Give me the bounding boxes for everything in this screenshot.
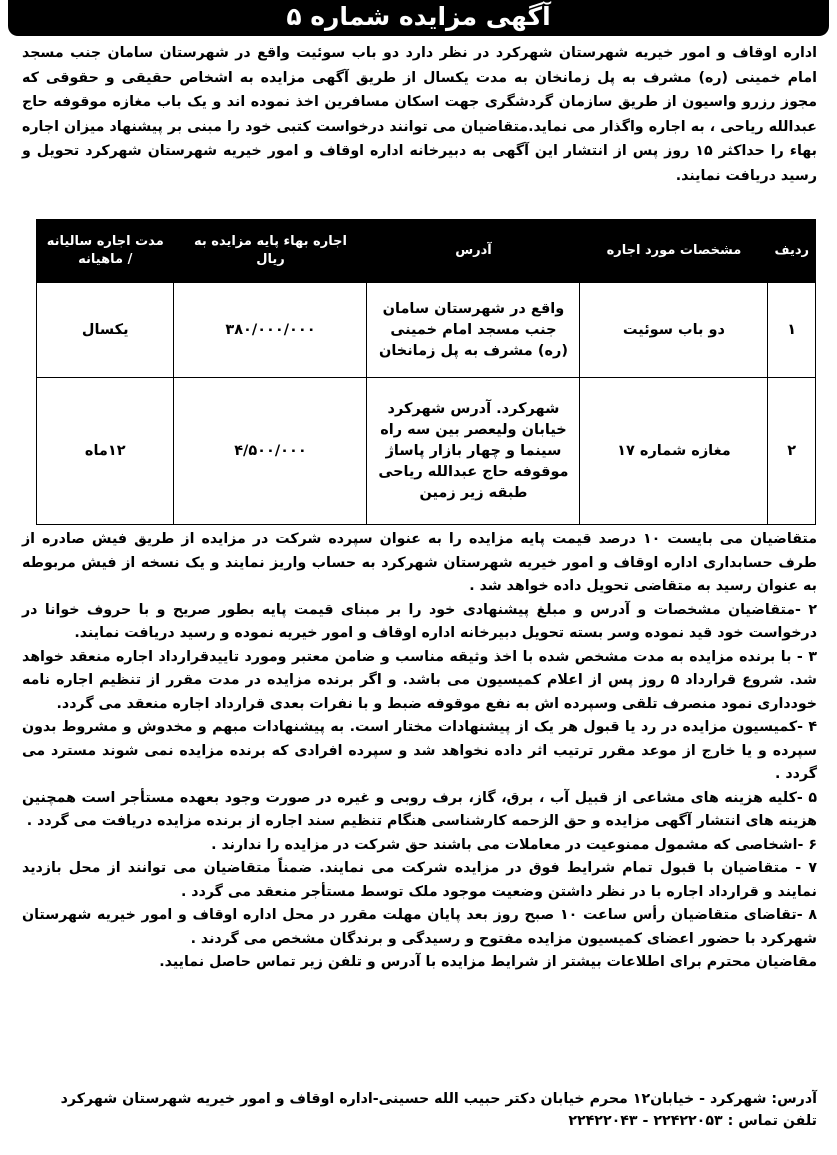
table-row <box>37 283 816 378</box>
row-duration: ۱۲ماه <box>37 378 174 525</box>
condition-item: ۶ -اشخاصی که مشمول ممنوعیت در معاملات می باشند حق شرکت در مزایده را ندارند . <box>211 836 817 853</box>
condition-item: ۷ - متقاضیان با قبول تمام شرایط فوق در مزایده شرکت می نمایند. ضمناً متقاضیان می توانند از محل بازدید نمایند و قرارداد اجاره با در نظر داشتن وضعیت موجود ملک توسط مستأجر منعقد می گردد . <box>22 860 817 900</box>
contact-block <box>22 1088 817 1132</box>
row-address: واقع در شهرستان سامان جنب مسجد امام خمینی (ره) مشرف به پل زمانخان <box>367 283 580 378</box>
condition-item: ۵ -کلیه هزینه های مشاعی از قبیل آب ، برق، گاز، برف روبی و غیره در صورت وجود بعهده مستأجر است همچنین هزینه های انتشار آگهی مزایده و حق الزحمه کارشناسی هنگام تنظیم سند اجاره از برنده مزایده دریافت می گردد . <box>22 789 817 829</box>
intro-paragraph: اداره اوقاف و امور خیریه شهرستان شهرکرد در نظر دارد دو باب سوئیت واقع در شهرستان سامان جنب مسجد امام خمینی (ره) مشرف به پل زمانخان به مدت یکسال از طریق آگهی مزایده به اشخاص حقیقی و حقوقی که مجوز رزرو واسیون از طریق سازمان گردشگری جهت اسکان مسافرین اخذ نموده اند و یک باب مغازه موقوفه حاج عبدالله ریاحی ، به اجاره واگذار می نماید.متقاضیان می توانند درخواست کتبی خود را مبنی بر پیشنهاد میزان اجاره بهاء را حداکثر ۱۵ روز پس از انتشار این آگهی به دبیرخانه اداره اوقاف و امور خیریه شهرستان شهرکرد تحویل و رسید دریافت نمایند. <box>22 45 818 184</box>
header-address: آدرس <box>367 220 580 283</box>
contact-phone: تلفن تماس : ۲۲۴۲۲۰۵۳ - ۲۲۴۲۲۰۴۳ <box>568 1113 817 1129</box>
header-spec: مشخصات مورد اجاره <box>580 220 768 283</box>
condition-item: متقاضیان می بایست ۱۰ درصد قیمت پایه مزایده را به عنوان سپرده شرکت در مزایده از طریق فیش صادره از طرف حسابداری اداره اوقاف و امور خیریه شهرستان شهرکرد به حساب واریز نمایند و یک نسخه از فیش مربوطه به عنوان رسید به متقاضی تحویل داده خواهد شد . <box>22 531 817 594</box>
page-title: آگهی مزایده شماره ۵ <box>286 2 551 31</box>
contact-address: آدرس: شهرکرد - خیابان۱۲ محرم خیابان دکتر حبیب الله حسینی-اداره اوقاف و امور خیریه شهرستان شهرکرد <box>60 1091 817 1107</box>
condition-item: ۳ - با برنده مزایده به مدت مشخص شده با اخذ وثیقه مناسب و ضامن معتبر ومورد تاییدقرارداد اجاره منعقد خواهد شد. شروع قرارداد ۵ روز پس از اعلام کمیسیون می باشد. و اگر برنده مزایده در مدت مقرر از تنظیم اجاره نامه خودداری نمود منصرف تلقی وسپرده اش به نفع موقوفه ضبط و با نفرات بعدی قرارداد اجاره منعقد می گردد. <box>22 648 817 712</box>
row-address: شهرکرد. آدرس شهرکرد خیابان ولیعصر بین سه راه سینما و چهار بازار پاساژ موقوفه حاج عبدالله ریاحی طبقه زیر زمین <box>367 378 580 525</box>
row-price-value: ۴/۵۰۰/۰۰۰ <box>234 442 307 459</box>
table-row <box>37 378 816 525</box>
row-spec: مغازه شماره ۱۷ <box>580 378 768 525</box>
table-header-row <box>37 220 816 283</box>
row-price-value: ۳۸۰/۰۰۰/۰۰۰ <box>225 321 316 338</box>
header-row-number: ردیف <box>768 220 816 283</box>
row-price <box>174 378 367 525</box>
row-duration: یکسال <box>37 283 174 378</box>
lease-table <box>36 219 816 525</box>
header-price: اجاره بهاء پایه مزایده به ریال <box>174 220 367 283</box>
condition-item: ۸ -تقاضای متقاضیان رأس ساعت ۱۰ صبح روز بعد پایان مهلت مقرر در محل اداره اوقاف و امور خیریه شهرستان شهرکرد با حضور اعضای کمیسیون مزایده مفتوح و رسیدگی و برندگان مشخص می گردند . <box>22 907 817 947</box>
condition-item: ۲ -متقاضیان مشخصات و آدرس و مبلغ پیشنهادی خود را بر مبنای قیمت پایه بطور صریح و با حروف خوانا در درخواست خود قید نموده وسر بسته تحویل دبیرخانه اداره اوقاف و امور خیریه نموده و رسید دریافت نمایند. <box>22 601 817 641</box>
conditions-list <box>22 528 817 975</box>
condition-item: ۴ -کمیسیون مزایده در رد یا قبول هر یک از پیشنهادات مختار است. به پیشنهادات مبهم و مخدوش و مشروط بدون سپرده و یا خارج از موعد مقرر ترتیب اثر داده نخواهد شد و سپرده افرادی که برنده مزایده نمی شوند مسترد می گردد . <box>22 719 817 782</box>
row-number: ۱ <box>768 283 816 378</box>
title-bar <box>8 0 829 36</box>
row-number: ۲ <box>768 378 816 525</box>
header-duration: مدت اجاره سالیانه / ماهیانه <box>37 220 174 283</box>
row-price <box>174 283 367 378</box>
condition-item: مقاضیان محترم برای اطلاعات بیشتر از شرایط مزایده با آدرس و تلفن زیر تماس حاصل نمایید. <box>159 954 817 970</box>
row-spec: دو باب سوئیت <box>580 283 768 378</box>
